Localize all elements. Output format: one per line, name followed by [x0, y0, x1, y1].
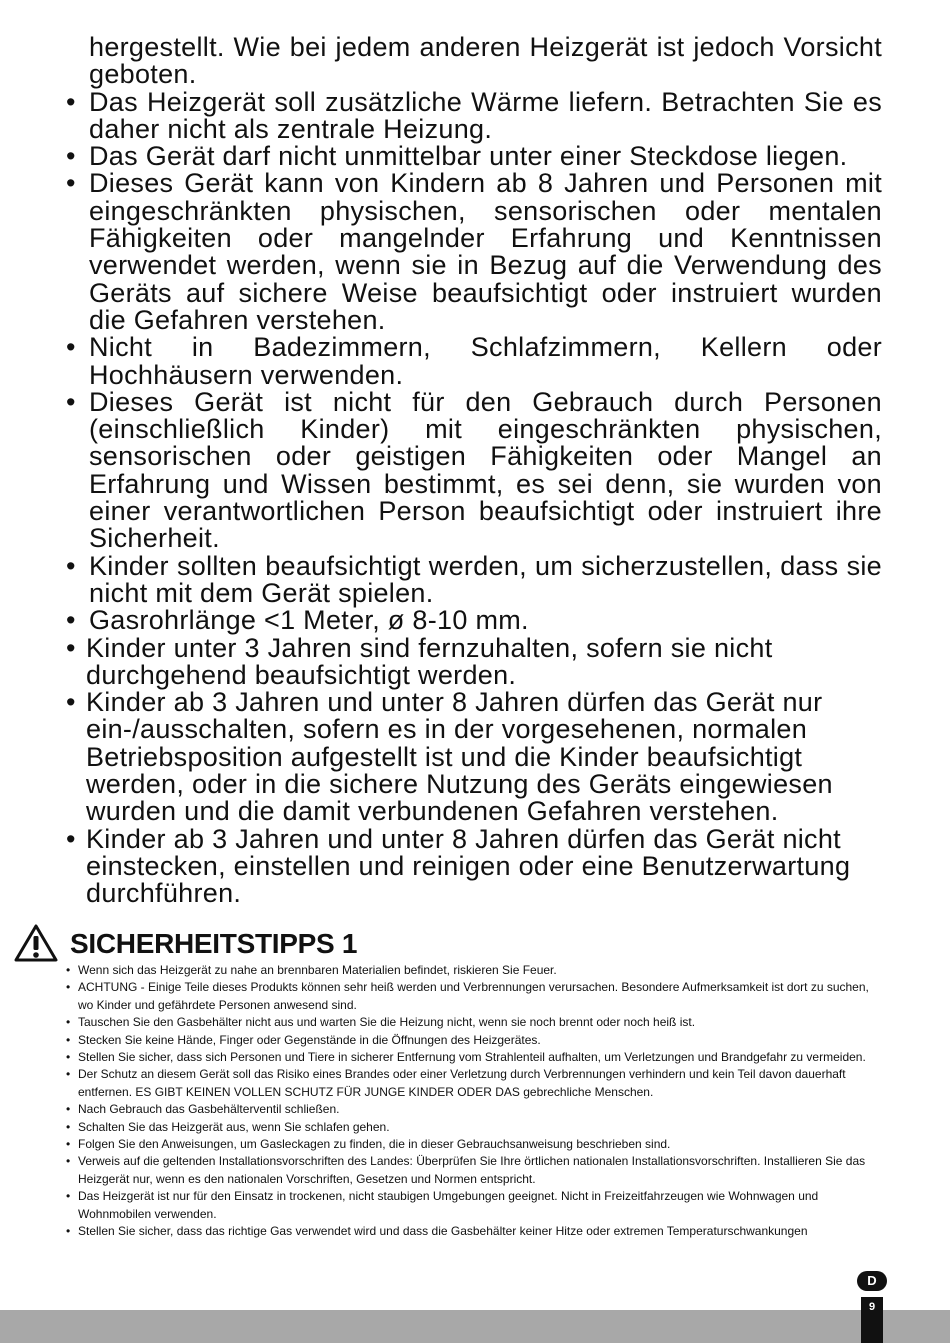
list-item: • Gasrohrlänge <1 Meter, ø 8-10 mm.: [66, 607, 882, 634]
list-item: • Kinder sollten beaufsichtigt werden, um sicherzustellen, dass sie nicht mit dem Gerät spielen.: [66, 553, 882, 608]
safety-tips-list: [66, 962, 880, 1241]
list-item: • Stellen Sie sicher, dass das richtige Gas verwendet wird und dass die Gasbehälter keiner Hitze oder extremen Temperaturschwankungen: [66, 1223, 880, 1240]
warning-triangle-icon: [14, 924, 58, 962]
section-title: SICHERHEITSTIPPS 1: [70, 928, 358, 959]
list-item: • Stecken Sie keine Hände, Finger oder Gegenstände in die Öffnungen des Heizgerätes.: [66, 1032, 880, 1049]
list-item: • Das Heizgerät soll zusätzliche Wärme liefern. Betrachten Sie es daher nicht als zentrale Heizung.: [66, 89, 882, 144]
list-item: • Der Schutz an diesem Gerät soll das Risiko eines Brandes oder einer Verletzung durch Verbrennungen verhindern und kein Teil davon dauerhaft entfernen. ES GIBT KEINEN VOLLEN SCHUTZ FÜR JUNGE KINDER ODER DAS gebrechliche Menschen.: [66, 1066, 880, 1101]
list-item: • Verweis auf die geltenden Installationsvorschriften des Landes: Überprüfen Sie Ihre örtlichen nationalen Installationsvorschriften. Installieren Sie das Heizgerät nur, wenn es den nationalen Vorschriften, Gesetzen und Normen entspricht.: [66, 1153, 880, 1188]
language-badge: D: [857, 1271, 887, 1291]
list-item: • Stellen Sie sicher, dass sich Personen und Tiere in sicherer Entfernung vom Strahlenteil aufhalten, um Verletzungen und Brandgefahr zu vermeiden.: [66, 1049, 880, 1066]
list-item: • Dieses Gerät ist nicht für den Gebrauch durch Personen (einschließlich Kinder) mit eingeschränkten physischen, sensorischen oder geistigen Fähigkeiten oder Mangel an Erfahrung und Wissen bestimmt, es sei denn, sie wurden von einer verantwortlichen Person beaufsichtigt oder instruiert ihre Sicherheit.: [66, 389, 882, 553]
list-item: • Nach Gebrauch das Gasbehälterventil schließen.: [66, 1101, 880, 1118]
list-item: • Kinder ab 3 Jahren und unter 8 Jahren dürfen das Gerät nicht einstecken, einstellen und reinigen oder eine Benutzerwartung durchführen.: [66, 826, 882, 908]
list-item: • Das Gerät darf nicht unmittelbar unter einer Steckdose liegen.: [66, 143, 882, 170]
list-item: • Kinder ab 3 Jahren und unter 8 Jahren dürfen das Gerät nur ein-/ausschalten, sofern es in der vorgesehenen, normalen Betriebsposition aufgestellt ist und die Kinder beaufsichtigt werden, oder in die sichere Nutzung des Geräts eingewiesen wurden und die damit verbundenen Gefahren verstehen.: [66, 689, 882, 825]
list-item: hergestellt. Wie bei jedem anderen Heizgerät ist jedoch Vorsicht geboten.: [89, 32, 882, 90]
section-header: [14, 924, 894, 964]
list-item: • Das Heizgerät ist nur für den Einsatz in trockenen, nicht staubigen Umgebungen geeignet. Nicht in Freizeitfahrzeugen wie Wohnwagen und Wohnmobilen verwenden.: [66, 1188, 880, 1223]
list-item: • Nicht in Badezimmern, Schlafzimmern, Kellern oder Hochhäusern verwenden.: [66, 334, 882, 389]
list-item: • Schalten Sie das Heizgerät aus, wenn Sie schlafen gehen.: [66, 1119, 880, 1136]
footer-bar: [0, 1310, 950, 1343]
page-number: 9: [861, 1297, 883, 1343]
main-safety-list: [66, 34, 882, 908]
list-item: • ACHTUNG - Einige Teile dieses Produkts können sehr heiß werden und Verbrennungen verursachen. Besondere Aufmerksamkeit ist dort zu suchen, wo Kinder und gefährdete Personen anwesend sind.: [66, 979, 880, 1014]
list-item: • Dieses Gerät kann von Kindern ab 8 Jahren und Personen mit eingeschränkten physischen, sensorischen oder mentalen Fähigkeiten oder mangelnder Erfahrung und Kenntnissen verwendet werden, wenn sie in Bezug auf die Verwendung des Geräts auf sichere Weise beaufsichtigt oder instruiert wurden die Gefahren verstehen.: [66, 170, 882, 334]
list-item: • Folgen Sie den Anweisungen, um Gasleckagen zu finden, die in dieser Gebrauchsanweisung beschrieben sind.: [66, 1136, 880, 1153]
list-item: • Tauschen Sie den Gasbehälter nicht aus und warten Sie die Heizung nicht, wenn sie noch brennt oder noch heiß ist.: [66, 1014, 880, 1031]
list-item: • Kinder unter 3 Jahren sind fernzuhalten, sofern sie nicht durchgehend beaufsichtigt werden.: [66, 635, 882, 690]
list-item: • Wenn sich das Heizgerät zu nahe an brennbaren Materialien befindet, riskieren Sie Feuer.: [66, 962, 880, 979]
